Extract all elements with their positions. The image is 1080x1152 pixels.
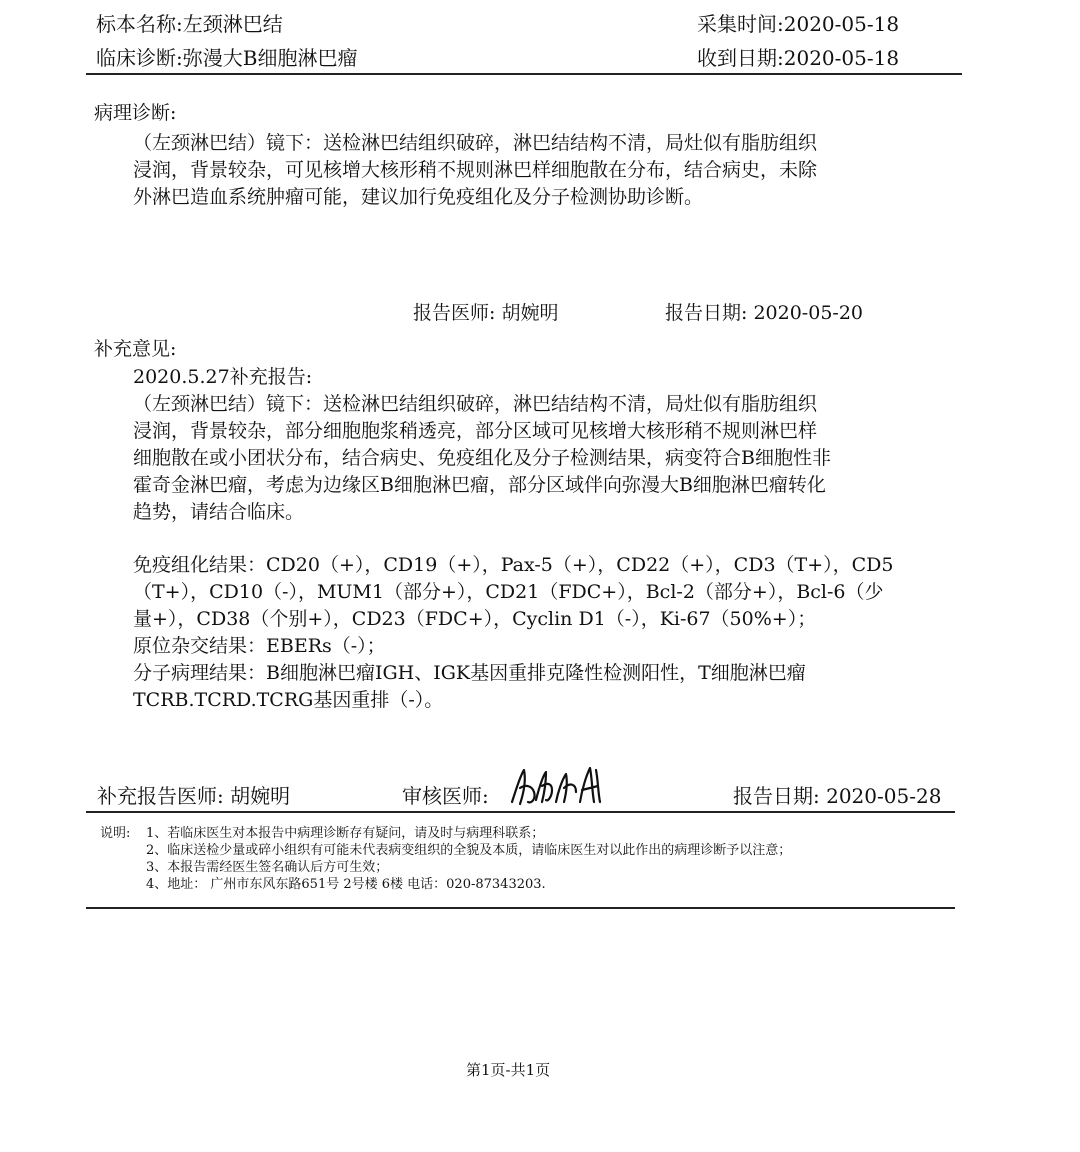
molecular-line: 分子病理结果：B细胞淋巴瘤IGH、IGK基因重排克隆性检测阳性，T细胞淋巴瘤 [133,662,806,684]
note-item: 2、临床送检少量或碎小组织有可能未代表病变组织的全貌及本质，请临床医生对以此作出的病理诊断予以注意； [146,843,792,858]
reviewer-signature [506,762,606,810]
pathology-doctor [413,300,558,327]
supplement-line: （左颈淋巴结）镜下：送检淋巴结组织破碎，淋巴结结构不清，局灶似有脂肪组织 [133,393,818,415]
ihc-line: 免疫组化结果：CD20（+），CD19（+），Pax-5（+），CD22（+），CD3（T+），CD5 [133,554,894,576]
page-number: 第1页-共1页 [466,1061,551,1079]
header-divider [86,73,962,75]
pathology-title: 病理诊断: [94,102,177,124]
supp-report-doctor [97,780,290,809]
ish-line: 原位杂交结果：EBERs（-）； [133,635,386,657]
note-item: 4、地址： 广州市东风东路651号 2号楼 6楼 电话：020-87343203. [146,877,546,892]
diagnosis-label: 临床诊断: [96,46,183,70]
note-item: 1、若临床医生对本报告中病理诊断存有疑问，请及时与病理科联系； [146,826,545,841]
collect-time [697,8,899,37]
specimen-name [96,8,283,37]
ihc-results [133,552,893,714]
final-report-date [733,780,941,809]
supplement-line: 霍奇金淋巴瘤，考虑为边缘区B细胞淋巴瘤，部分区域伴向弥漫大B细胞淋巴瘤转化 [133,474,826,496]
received-label: 收到日期: [697,46,784,70]
received-value: 2020-05-18 [783,46,900,70]
diagnosis-value: 弥漫大B细胞淋巴瘤 [182,46,358,70]
final-date-label: 报告日期: [733,784,820,808]
reviewer-label: 审核医师: [402,784,489,808]
ihc-line: （T+），CD10（-），MUM1（部分+），CD21（FDC+），Bcl-2（部分+），Bcl-6（少 [133,581,884,603]
supp-doctor-name: 胡婉明 [230,784,291,808]
reviewer [402,780,489,809]
doctor-label: 报告医师: [413,302,496,324]
pathology-line: （左颈淋巴结）镜下：送检淋巴结组织破碎，淋巴结结构不清，局灶似有脂肪组织 [133,132,818,154]
report-date-label: 报告日期: [665,302,748,324]
signature-divider [86,811,955,813]
report-date-value: 2020-05-20 [753,302,863,324]
supplement-title: 补充意见: [94,338,177,360]
pathology-line: 浸润，背景较杂，可见核增大核形稍不规则淋巴样细胞散在分布，结合病史，未除 [133,159,818,181]
notes-prefix: 说明: [100,826,131,841]
specimen-value: 左颈淋巴结 [182,12,283,36]
pathology-line: 外淋巴造血系统肿瘤可能，建议加行免疫组化及分子检测协助诊断。 [133,186,704,208]
notes-list [146,825,791,893]
specimen-label: 标本名称: [96,12,183,36]
supplement-date-line: 2020.5.27补充报告: [133,366,313,388]
pathology-report-date [665,300,863,327]
supplement-line: 细胞散在或小团状分布，结合病史、免疫组化及分子检测结果，病变符合B细胞性非 [133,447,831,469]
supplement-text [133,391,831,526]
collect-value: 2020-05-18 [783,12,900,36]
ihc-line: 量+），CD38（个别+），CD23（FDC+），Cyclin D1（-），Ki-67（50%+）； [133,608,817,630]
received-date [697,42,899,71]
molecular-line: TCRB.TCRD.TCRG基因重排（-）。 [133,689,444,711]
collect-label: 采集时间: [697,12,784,36]
final-date-value: 2020-05-28 [826,784,942,808]
supp-doctor-label: 补充报告医师: [97,784,224,808]
notes-divider [86,907,955,909]
clinical-diagnosis [96,42,357,71]
note-item: 3、本报告需经医生签名确认后方可生效； [146,860,389,875]
supplement-line: 浸润，背景较杂，部分细胞胞浆稍透亮，部分区域可见核增大核形稍不规则淋巴样 [133,420,818,442]
supplement-line: 趋势，请结合临床。 [133,501,305,523]
doctor-name: 胡婉明 [501,302,559,324]
pathology-text [133,130,817,211]
